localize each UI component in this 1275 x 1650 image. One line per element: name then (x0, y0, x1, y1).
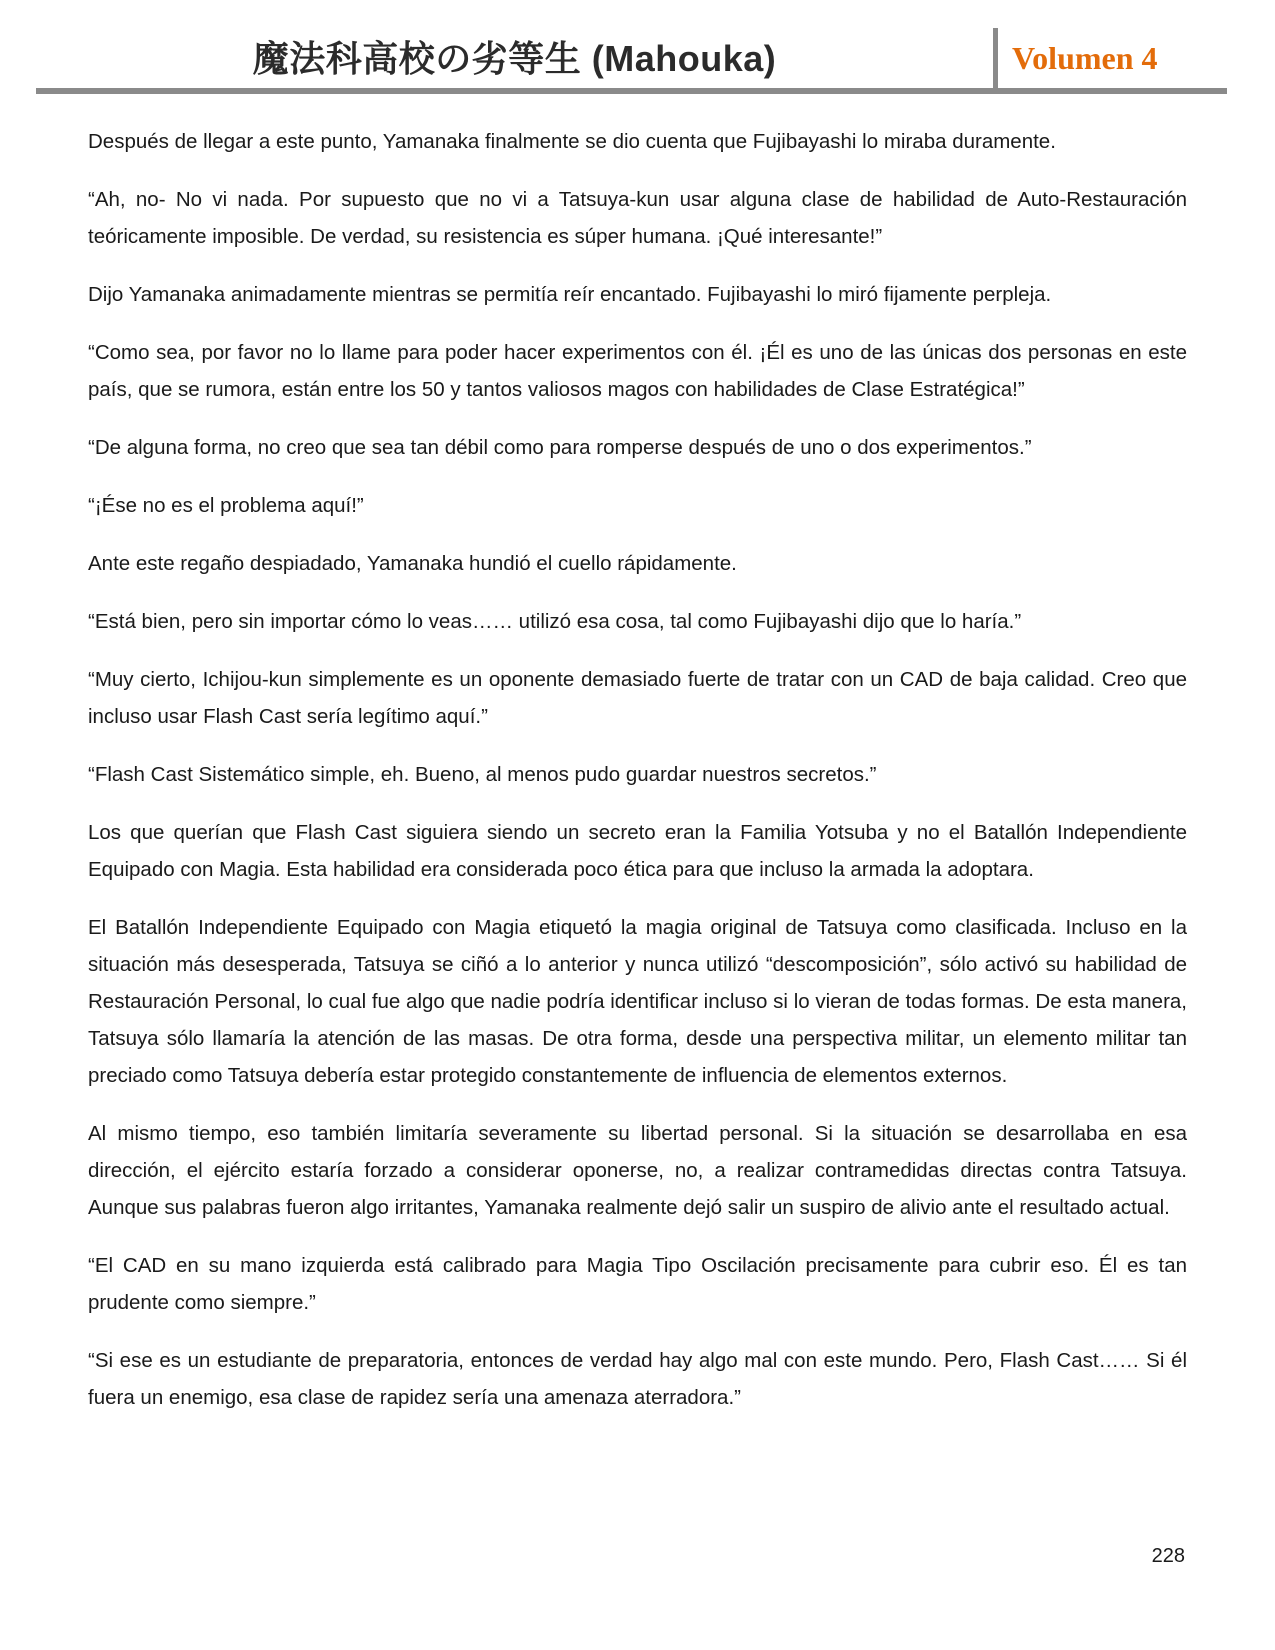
document-title: 魔法科高校の劣等生 (Mahouka) (252, 38, 777, 79)
paragraph: “Muy cierto, Ichijou-kun simplemente es un oponente demasiado fuerte de tratar con un CAD de baja calidad. Creo que incluso usar Flash Cast sería legítimo aquí.” (88, 668, 1187, 728)
paragraph: “El CAD en su mano izquierda está calibrado para Magia Tipo Oscilación precisamente para cubrir eso. Él es tan prudente como siempre.” (88, 1254, 1187, 1314)
header-title-area (36, 0, 993, 88)
paragraph: Ante este regaño despiadado, Yamanaka hundió el cuello rápidamente. (88, 552, 737, 575)
page-number: 228 (1151, 1545, 1185, 1567)
page-header (36, 0, 1227, 94)
paragraph: Dijo Yamanaka animadamente mientras se permitía reír encantado. Fujibayashi lo miró fijamente perpleja. (88, 283, 1052, 306)
paragraph: “Si ese es un estudiante de preparatoria, entonces de verdad hay algo mal con este mundo. Pero, Flash Cast…… Si él fuera un enemigo, esa clase de rapidez sería una amenaza aterradora.” (88, 1349, 1187, 1409)
paragraph: “Está bien, pero sin importar cómo lo veas…… utilizó esa cosa, tal como Fujibayashi dijo que lo haría.” (88, 610, 1022, 633)
volume-label: Volumen 4 (1012, 39, 1158, 76)
paragraph: Al mismo tiempo, eso también limitaría severamente su libertad personal. Si la situación se desarrollaba en esa dirección, el ejército estaría forzado a considerar oponerse, no, a realizar contramedidas directas contra Tatsuya. Aunque sus palabras fueron algo irritantes, Yamanaka realmente dejó salir un suspiro de alivio ante el resultado actual. (88, 1122, 1187, 1219)
paragraph: Después de llegar a este punto, Yamanaka finalmente se dio cuenta que Fujibayashi lo miraba duramente. (88, 130, 1056, 153)
page-footer (1152, 1545, 1185, 1568)
paragraph: Los que querían que Flash Cast siguiera siendo un secreto eran la Familia Yotsuba y no el Batallón Independiente Equipado con Magia. Esta habilidad era considerada poco ética para que incluso la armada la adoptara. (88, 821, 1187, 881)
paragraph: “Como sea, por favor no lo llame para poder hacer experimentos con él. ¡Él es uno de las únicas dos personas en este país, que se rumora, están entre los 50 y tantos valiosos magos con habilidades de Clase Estratégica!” (88, 341, 1187, 401)
page-body (0, 94, 1275, 1416)
paragraph: “¡Ése no es el problema aquí!” (88, 494, 364, 517)
paragraph: “De alguna forma, no creo que sea tan débil como para romperse después de uno o dos experimentos.” (88, 436, 1032, 459)
header-volume-area (998, 28, 1227, 88)
paragraph: “Flash Cast Sistemático simple, eh. Bueno, al menos pudo guardar nuestros secretos.” (88, 763, 877, 786)
paragraph: El Batallón Independiente Equipado con Magia etiquetó la magia original de Tatsuya como clasificada. Incluso en la situación más desesperada, Tatsuya se ciñó a lo anterior y nunca utilizó “descomposición”, sólo activó su habilidad de Restauración Personal, lo cual fue algo que nadie podría identificar incluso si lo vieran de todas formas. De esta manera, Tatsuya sólo llamaría la atención de las masas. De otra forma, desde una perspectiva militar, un elemento militar tan preciado como Tatsuya debería estar protegido constantemente de influencia de elementos externos. (88, 916, 1187, 1087)
paragraph: “Ah, no- No vi nada. Por supuesto que no vi a Tatsuya-kun usar alguna clase de habilidad de Auto-Restauración teóricamente imposible. De verdad, su resistencia es súper humana. ¡Qué interesante!” (88, 188, 1187, 248)
